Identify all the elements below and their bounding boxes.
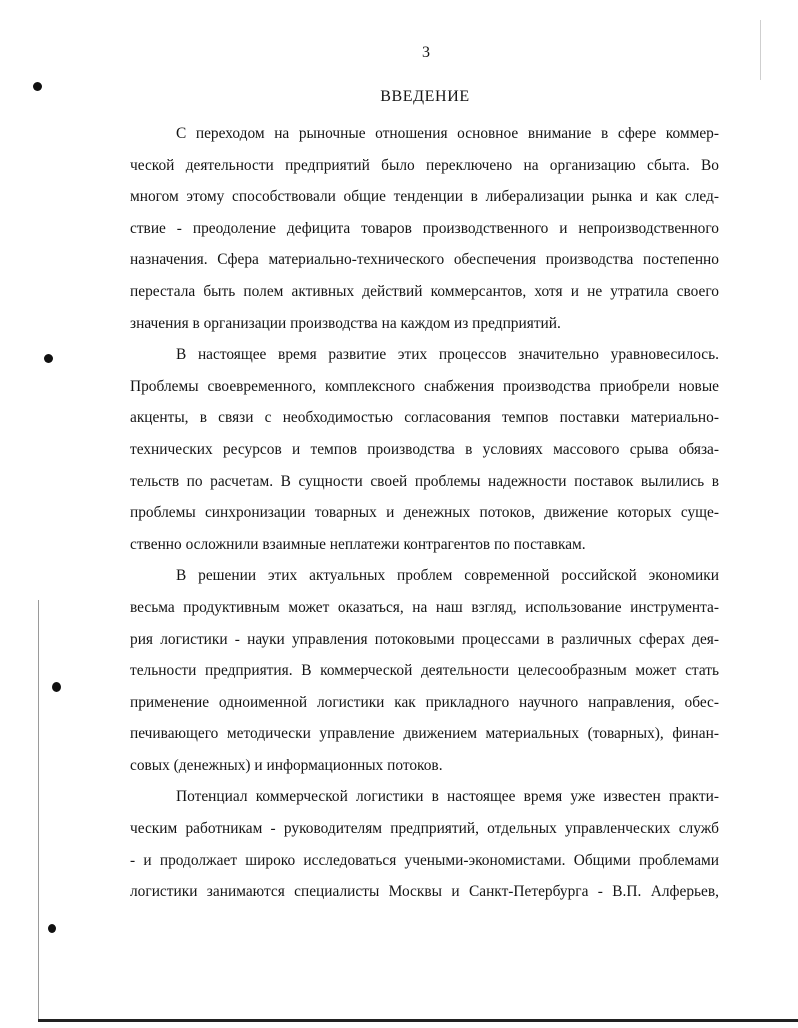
punch-hole-mark — [44, 354, 53, 363]
text-line: весьма продуктивным может оказаться, на наш взгляд, использование инструмента- — [130, 598, 719, 616]
text-line: В решении этих актуальных проблем современной российской экономики — [176, 567, 719, 585]
text-line: - и продолжает широко исследоваться учеными-экономистами. Общими проблемами — [130, 851, 719, 869]
punch-hole-mark — [52, 682, 61, 692]
section-heading: ВВЕДЕНИЕ — [380, 88, 470, 105]
text-line: Проблемы своевременного, комплексного снабжения производства приобрели новые — [130, 377, 719, 395]
scan-edge-line — [38, 600, 39, 1020]
text-line: акценты, в связи с необходимостью согласования темпов поставки материально- — [130, 409, 719, 427]
text-line: ческим работникам - руководителям предприятий, отдельных управленческих служб — [130, 820, 719, 838]
text-line: ческой деятельности предприятий было переключено на организацию сбыта. Во — [130, 156, 719, 174]
scan-edge-line — [760, 20, 761, 80]
text-line: проблемы синхронизации товарных и денежных потоков, движение которых суще- — [130, 504, 719, 522]
text-line: совых (денежных) и информационных потоков. — [130, 756, 443, 774]
body-text — [130, 118, 719, 908]
text-line: ственно осложнили взаимные неплатежи контрагентов по поставкам. — [130, 535, 586, 553]
text-line: перестала быть полем активных действий коммерсантов, хотя и не утратила своего — [130, 282, 719, 300]
paragraph — [130, 781, 719, 907]
text-line: ствие - преодоление дефицита товаров производственного и непроизводственного — [130, 219, 719, 237]
text-line: печивающего методически управление движением материальных (товарных), финан- — [130, 725, 719, 743]
text-line: назначения. Сфера материально-технического обеспечения производства постепенно — [130, 251, 719, 269]
page-number: 3 — [422, 44, 430, 61]
text-line: Потенциал коммерческой логистики в настоящее время уже известен практи- — [176, 788, 719, 806]
text-line: значения в организации производства на каждом из предприятий. — [130, 314, 561, 332]
scan-bottom-border — [38, 1019, 798, 1022]
text-line: тельств по расчетам. В сущности своей проблемы надежности поставок вылились в — [130, 472, 719, 490]
paragraph — [130, 560, 719, 781]
punch-hole-mark — [33, 82, 42, 91]
paragraph — [130, 118, 719, 339]
paragraph — [130, 339, 719, 560]
text-line: В настоящее время развитие этих процессов значительно уравновесилось. — [176, 346, 719, 364]
text-line: применение одноименной логистики как прикладного научного направления, обес- — [130, 693, 719, 711]
text-line: тельности предприятия. В коммерческой деятельности целесообразным может стать — [130, 662, 719, 680]
text-line: логистики занимаются специалисты Москвы и Санкт-Петербурга - В.П. Алферьев, — [130, 883, 719, 901]
punch-hole-mark — [48, 924, 56, 933]
text-line: С переходом на рыночные отношения основное внимание в сфере коммер- — [176, 125, 719, 142]
text-line: рия логистики - науки управления потоковыми процессами в различных сферах дея- — [130, 630, 719, 648]
text-line: технических ресурсов и темпов производства в условиях массового срыва обяза- — [130, 440, 719, 458]
text-line: многом этому способствовали общие тенденции в либерализации рынка и как след- — [130, 188, 719, 206]
